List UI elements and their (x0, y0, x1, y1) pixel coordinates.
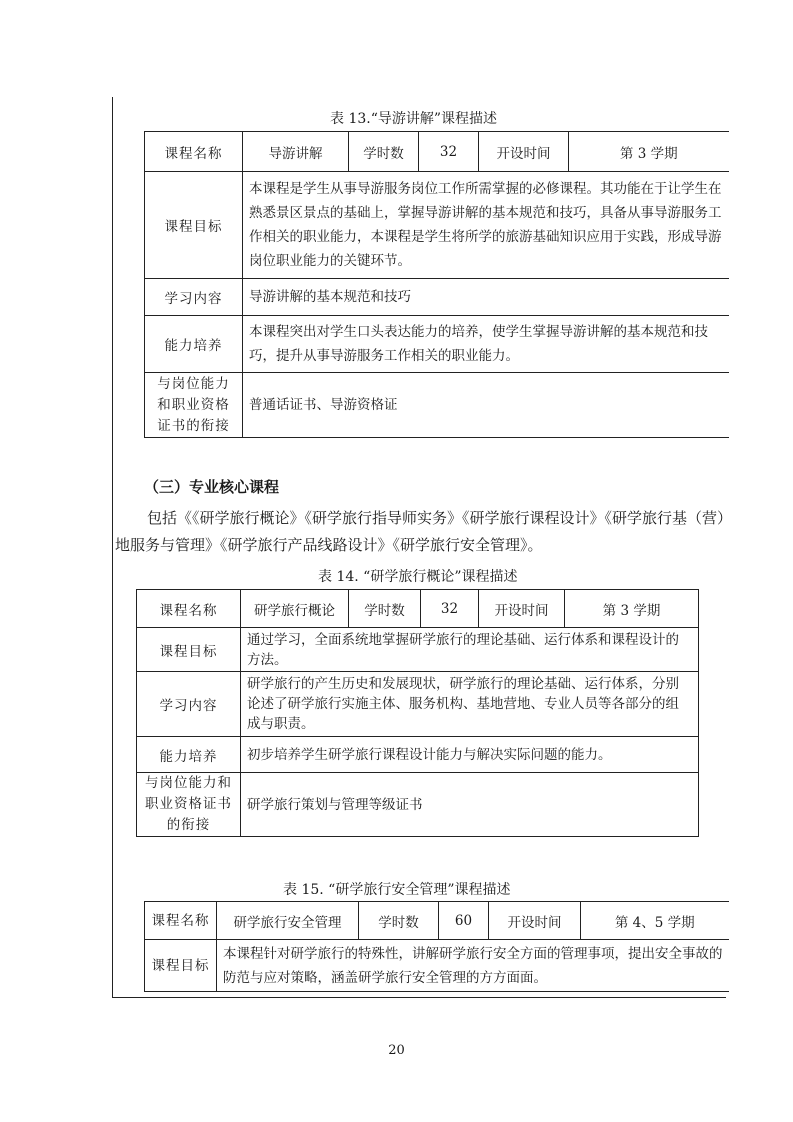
table15-caption: 表 15. “研学旅行安全管理”课程描述 (283, 882, 511, 898)
table14-name-label: 课程名称 (137, 590, 241, 628)
table13-ability-text: 本课程突出对学生口头表达能力的培养，使学生掌握导游讲解的基本规范和技巧，提升从事导游服务工作相关的职业能力。 (243, 316, 729, 373)
table14-semester-label: 开设时间 (479, 590, 565, 628)
table15 (144, 901, 729, 992)
page-frame-left-border (112, 97, 113, 997)
table14-hours-label: 学时数 (349, 590, 421, 628)
page-number: 20 (388, 1043, 405, 1058)
page-frame-bottom-border (112, 997, 726, 998)
table13-goal-label: 课程目标 (145, 172, 243, 279)
table14-semester-value: 第 3 学期 (565, 590, 699, 628)
table14-ability-label: 能力培养 (137, 737, 241, 773)
table13-name-label: 课程名称 (145, 132, 243, 172)
table13 (144, 131, 729, 438)
table14-hours-value: 32 (421, 590, 479, 628)
section-paragraph: 包括《《研学旅行概论》《研学旅行指导师实务》《研学旅行课程设计》《研学旅行基（营）地服务与管理》《研学旅行产品线路设计》《研学旅行安全管理》。 (115, 509, 725, 554)
table13-cert-text: 普通话证书、导游资格证 (243, 373, 729, 438)
table15-goal-label: 课程目标 (145, 940, 217, 992)
table13-course-name: 导游讲解 (243, 132, 349, 172)
table14-content-label: 学习内容 (137, 672, 241, 737)
table13-content-label: 学习内容 (145, 279, 243, 316)
table14 (136, 589, 699, 837)
section-paragraph-wrap (115, 505, 727, 559)
table14-content-text: 研学旅行的产生历史和发展现状，研学旅行的理论基础、运行体系，分别论述了研学旅行实施主体、服务机构、基地营地、专业人员等各部分的组成与职责。 (241, 672, 699, 737)
table15-hours-value: 60 (439, 902, 489, 940)
table14-goal-text: 通过学习，全面系统地掌握研学旅行的理论基础、运行体系和课程设计的方法。 (241, 628, 699, 672)
table14-cert-text: 研学旅行策划与管理等级证书 (241, 773, 699, 837)
table15-goal-text: 本课程针对研学旅行的特殊性，讲解研学旅行安全方面的管理事项，提出安全事故的防范与应对策略，涵盖研学旅行安全管理的方方面面。 (217, 940, 729, 992)
table13-hours-value: 32 (419, 132, 479, 172)
table13-goal-text: 本课程是学生从事导游服务岗位工作所需掌握的必修课程。其功能在于让学生在熟悉景区景点的基础上，掌握导游讲解的基本规范和技巧，具备从事导游服务工作相关的职业能力，本课程是学生将所学的旅游基础知识应用于实践，形成导游岗位职业能力的关键环节。 (243, 172, 729, 279)
table13-cert-label: 与岗位能力和职业资格证书的衔接 (145, 373, 243, 438)
table15-course-name: 研学旅行安全管理 (217, 902, 359, 940)
table13-caption: 表 13.“导游讲解”课程描述 (330, 111, 498, 127)
table13-ability-label: 能力培养 (145, 316, 243, 373)
table13-content-text: 导游讲解的基本规范和技巧 (243, 279, 729, 316)
table14-caption: 表 14. “研学旅行概论”课程描述 (318, 569, 518, 585)
table15-name-label: 课程名称 (145, 902, 217, 940)
table14-ability-text: 初步培养学生研学旅行课程设计能力与解决实际问题的能力。 (241, 737, 699, 773)
table15-hours-label: 学时数 (359, 902, 439, 940)
table14-cert-label: 与岗位能力和职业资格证书的衔接 (137, 773, 241, 837)
table13-hours-label: 学时数 (349, 132, 419, 172)
table13-semester-label: 开设时间 (479, 132, 569, 172)
table14-course-name: 研学旅行概论 (241, 590, 349, 628)
table15-semester-label: 开设时间 (489, 902, 581, 940)
table14-goal-label: 课程目标 (137, 628, 241, 672)
table15-semester-value: 第 4、5 学期 (581, 902, 729, 940)
section-heading: （三）专业核心课程 (144, 478, 280, 496)
table13-semester-value: 第 3 学期 (569, 132, 729, 172)
